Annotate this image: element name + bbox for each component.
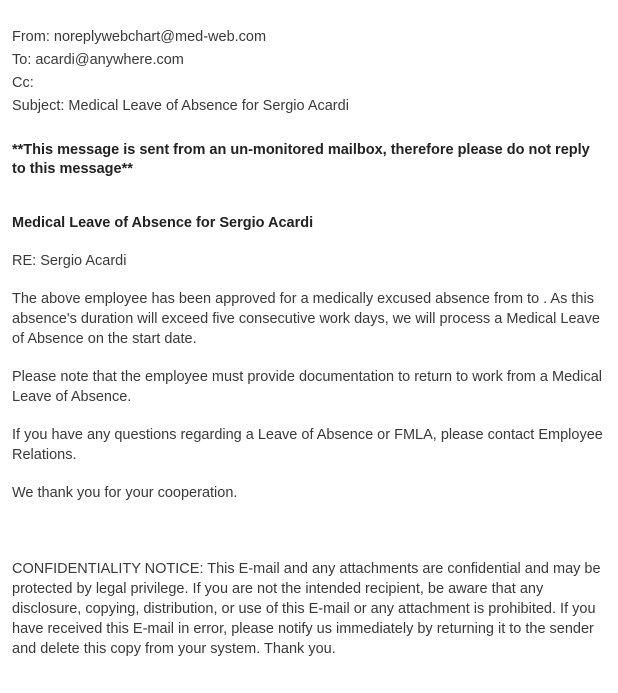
paragraph-thanks: We thank you for your cooperation.: [12, 484, 238, 501]
spacer: [12, 271, 604, 289]
header-from: From: noreplywebchart@med-web.com: [12, 29, 267, 45]
unmonitored-mailbox-notice: **This message is sent from an un-monitored mailbox, therefore please do not reply to this message**: [12, 141, 590, 178]
re-line: RE: Sergio Acardi: [12, 252, 127, 269]
spacer: [12, 465, 604, 483]
paragraph-documentation: Please note that the employee must provide documentation to return to work from a Medical Leave of Absence.: [12, 368, 602, 405]
header-to: To: acardi@anywhere.com: [12, 52, 184, 69]
spacer: [12, 503, 604, 559]
confidentiality-notice: CONFIDENTIALITY NOTICE: This E-mail and any attachments are confidential and may be protected by legal privilege. If you are not the intended recipient, be aware that any disclosure, copying, distribution, or use of this E-mail or any attachment is prohibited. If you have received this E-mail in error, please notify us immediately by returning it to the sender and delete this copy from your system. Thank you.: [12, 560, 601, 657]
email-header-block: [12, 28, 604, 117]
document-title: Medical Leave of Absence for Sergio Acardi: [12, 214, 314, 231]
paragraph-questions: If you have any questions regarding a Leave of Absence or FMLA, please contact Employee Relations.: [12, 426, 603, 463]
spacer: [12, 121, 604, 141]
spacer: [12, 233, 604, 251]
spacer: [12, 349, 604, 367]
spacer: [12, 180, 604, 214]
spacer: [12, 407, 604, 425]
paragraph-approval: The above employee has been approved for a medically excused absence from to . As this absence's duration will exceed five consecutive work days, we will process a Medical Leave of Absence on the start date.: [12, 290, 600, 347]
header-cc: Cc:: [12, 75, 34, 92]
header-subject: Subject: Medical Leave of Absence for Sergio Acardi: [12, 98, 349, 115]
